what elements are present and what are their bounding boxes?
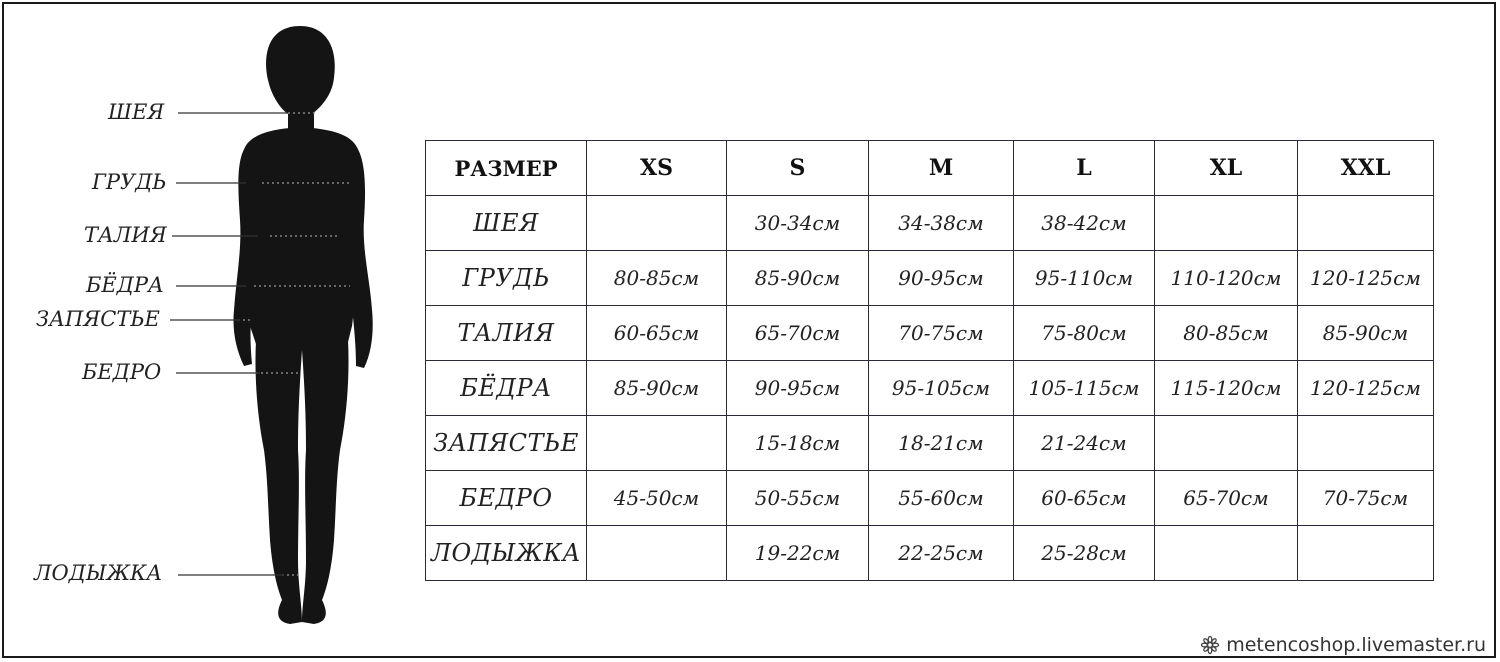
table-cell: 85-90см: [587, 361, 727, 416]
label-ankle: ЛОДЫЖКА: [34, 561, 163, 585]
label-wrist: ЗАПЯСТЬЕ: [36, 307, 160, 331]
table-cell: 21-24см: [1014, 416, 1155, 471]
table-cell: 15-18см: [727, 416, 869, 471]
table-cell: 50-55см: [727, 471, 869, 526]
header-size-l: L: [1014, 141, 1155, 196]
table-cell: 120-125см: [1298, 251, 1434, 306]
row-label-hips: БЁДРА: [426, 361, 587, 416]
table-cell: 80-85см: [587, 251, 727, 306]
table-cell: 70-75см: [1298, 471, 1434, 526]
table-row: [426, 471, 1434, 526]
table-cell: [1155, 196, 1298, 251]
row-label-wrist: ЗАПЯСТЬЕ: [426, 416, 587, 471]
header-size: РАЗМЕР: [426, 141, 587, 196]
table-cell: [587, 416, 727, 471]
table-row: [426, 416, 1434, 471]
label-chest: ГРУДЬ: [92, 170, 167, 194]
table-cell: 22-25см: [869, 526, 1014, 581]
table-cell: 60-65см: [1014, 471, 1155, 526]
label-thigh: БЕДРО: [82, 360, 162, 384]
header-size-m: M: [869, 141, 1014, 196]
table-row: [426, 361, 1434, 416]
watermark-text: metencoshop.livemaster.ru: [1226, 634, 1486, 656]
table-cell: [1298, 416, 1434, 471]
table-row: [426, 306, 1434, 361]
table-cell: 95-105см: [869, 361, 1014, 416]
table-cell: 65-70см: [727, 306, 869, 361]
row-label-waist: ТАЛИЯ: [426, 306, 587, 361]
table-cell: 75-80см: [1014, 306, 1155, 361]
label-waist: ТАЛИЯ: [84, 223, 167, 247]
label-hips: БЁДРА: [86, 273, 164, 297]
table-cell: [587, 526, 727, 581]
table-cell: 55-60см: [869, 471, 1014, 526]
header-size-xs: XS: [587, 141, 727, 196]
row-label-chest: ГРУДЬ: [426, 251, 587, 306]
label-neck: ШЕЯ: [108, 100, 165, 124]
table-cell: 90-95см: [869, 251, 1014, 306]
header-size-xl: XL: [1155, 141, 1298, 196]
table-cell: 90-95см: [727, 361, 869, 416]
table-cell: 115-120см: [1155, 361, 1298, 416]
table-cell: [1155, 526, 1298, 581]
table-cell: 38-42см: [1014, 196, 1155, 251]
table-row: [426, 526, 1434, 581]
table-cell: 120-125см: [1298, 361, 1434, 416]
table-cell: 34-38см: [869, 196, 1014, 251]
header-size-xxl: XXL: [1298, 141, 1434, 196]
table-cell: [1155, 416, 1298, 471]
table-cell: [1298, 196, 1434, 251]
row-label-neck: ШЕЯ: [426, 196, 587, 251]
table-row: [426, 196, 1434, 251]
table-cell: [1298, 526, 1434, 581]
size-chart-table: [425, 140, 1434, 581]
table-cell: 45-50см: [587, 471, 727, 526]
table-cell: 60-65см: [587, 306, 727, 361]
row-label-thigh: БЕДРО: [426, 471, 587, 526]
table-cell: 105-115см: [1014, 361, 1155, 416]
silhouette: [233, 26, 372, 624]
table-header-row: [426, 141, 1434, 196]
table-row: [426, 251, 1434, 306]
flower-logo-icon: [1200, 635, 1220, 655]
header-size-s: S: [727, 141, 869, 196]
table-cell: 80-85см: [1155, 306, 1298, 361]
table-cell: 19-22см: [727, 526, 869, 581]
table-cell: 70-75см: [869, 306, 1014, 361]
table-cell: 65-70см: [1155, 471, 1298, 526]
table-cell: 85-90см: [727, 251, 869, 306]
table-cell: 30-34см: [727, 196, 869, 251]
table-cell: 110-120см: [1155, 251, 1298, 306]
table-cell: 18-21см: [869, 416, 1014, 471]
watermark: [1200, 634, 1486, 656]
table-cell: 95-110см: [1014, 251, 1155, 306]
row-label-ankle: ЛОДЫЖКА: [426, 526, 587, 581]
table-cell: 25-28см: [1014, 526, 1155, 581]
table-cell: 85-90см: [1298, 306, 1434, 361]
table-cell: [587, 196, 727, 251]
